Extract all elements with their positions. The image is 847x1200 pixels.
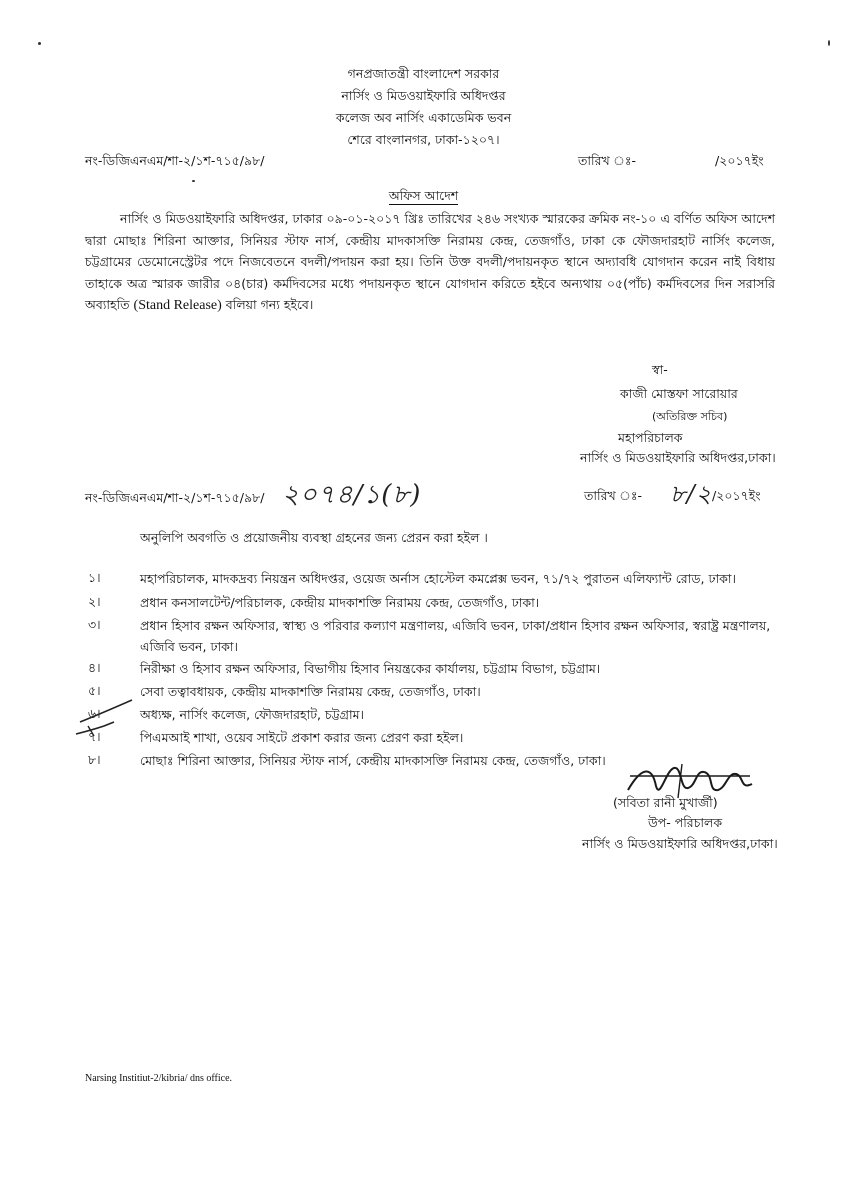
scan-speck [828, 40, 830, 46]
list-item-number: ৪। [88, 660, 101, 675]
list-item-number: ৭। [88, 729, 101, 744]
signatory-name: কাজী মোস্তফা সারোয়ার [620, 386, 738, 401]
signatory-designation: মহাপরিচালক [618, 430, 683, 445]
signatory-office: নার্সিং ও মিডওয়াইফারি অধিদপ্তর,ঢাকা। [580, 450, 776, 465]
memo2-handwritten-number: ২০৭৪/১(৮) [282, 480, 422, 510]
signatory-rank: (অতিরিক্ত সচিব) [652, 410, 728, 423]
header-government: গনপ্রজাতন্ত্রী বাংলাদেশ সরকার [347, 66, 500, 81]
list-item-number: ৫। [88, 683, 101, 698]
list-item-number: ৮। [88, 752, 101, 767]
footer-file-path: Narsing Institiut-2/kibria/ dns office. [85, 1073, 233, 1084]
order-body [85, 208, 775, 317]
handwritten-tick-marks [70, 692, 140, 742]
signatory2-office: নার্সিং ও মিডওয়াইফারি অধিদপ্তর,ঢাকা। [582, 836, 778, 851]
list-item: নিরীক্ষা ও হিসাব রক্ষন অফিসার, বিভাগীয় হিসাব নিয়ন্ত্রকের কার্যালয়, চট্টগ্রাম বিভাগ, চট্টগ্রাম। [140, 661, 601, 676]
memo-reference: নং-ডিজিএনএম/শা-২/১শ-৭১৫/৯৮/ [85, 153, 265, 168]
list-item: পিএমআই শাখা, ওয়েব সাইটে প্রকাশ করার জন্য প্রেরণ করা হইল। [140, 730, 464, 745]
list-item: প্রধান হিসাব রক্ষন অফিসার, স্বাস্থ্য ও পরিবার কল্যাণ মন্ত্রণালয়, এজিবি ভবন, ঢাকা/প্রধান হিসাব রক্ষন অফিসার, স্বরাষ্ট্র মন্ত্রণালয়, এজিবি ভবন, ঢাকা। [140, 618, 771, 654]
list-item-number: ৬। [88, 706, 101, 721]
list-item-number: ৩। [88, 617, 101, 632]
order-body-end: বলিয়া গন্য হইবে। [225, 297, 314, 312]
list-item: মোছাঃ শিরিনা আক্তার, সিনিয়র স্টাফ নার্স, কেন্দ্রীয় মাদকাসক্তি নিরাময় কেন্দ্র, তেজগাঁও, ঢাকা। [140, 753, 606, 768]
list-item-number: ১। [88, 570, 101, 585]
order-body-text: নার্সিং ও মিডওয়াইফারি অধিদপ্তর, ঢাকার ০৯-০১-২০১৭ খ্রিঃ তারিখের ২৪৬ সংখ্যক স্মারকের ক্রমিক নং-১০ এ বর্ণিত অফিস আদেশ দ্বারা মোছাঃ শিরিনা আক্তার, সিনিয়র স্টাফ নার্স, কেন্দ্রীয় মাদকাসক্তি নিরাময় কেন্দ্র, তেজগাঁও, ঢাকা কে ফৌজদারহাট নার্সিং কলেজ, চট্টগ্রামের ডেমোনেস্ট্রেটর পদে নিজবেতনে বদলী/পদায়ন করা হয়। তিনি উক্ত বদলী/পদায়নকৃত স্থানে অদ্যাবধি যোগদান করেন নাই বিধায় তাহাকে অত্র স্মারক জারীর ০৪(চার) কর্মদিবসের মধ্যে পদায়নকৃত স্থানে যোগদান করিতে হইবে অন্যথায় ০৫(পাঁচ) কর্মদিবসের দিন সরাসরি অব্যাহতি [85, 211, 775, 312]
signature-mark: স্বা- [652, 362, 668, 377]
header-address: শেরে বাংলানগর, ঢাকা-১২০৭। [347, 132, 500, 147]
order-body-latin: (Stand Release) [133, 298, 222, 313]
header-building: কলেজ অব নার্সিং একাডেমিক ভবন [335, 110, 512, 125]
list-item-number: ২। [88, 594, 101, 609]
list-item: সেবা তত্বাবধায়ক, কেন্দ্রীয় মাদকাশক্তি নিরাময় কেন্দ্র, তেজগাঁও, ঢাকা। [140, 684, 481, 699]
copy-intro: অনুলিপি অবগতি ও প্রয়োজনীয় ব্যবস্থা গ্রহনের জন্য প্রেরন করা হইল । [140, 530, 488, 545]
document-title [0, 188, 847, 208]
memo2-date-label: তারিখ ঃ- [584, 488, 643, 503]
list-item: প্রধান কনসালটেন্ট/পরিচালক, কেন্দ্রীয় মাদকাশক্তি নিরাময় কেন্দ্র, তেজগাঁও, ঢাকা। [140, 595, 540, 610]
signatory2-name: (সবিতা রানী মুখার্জী) [613, 795, 718, 810]
list-item: অধ্যক্ষ, নার্সিং কলেজ, ফৌজদারহাট, চট্টগ্রাম। [140, 707, 365, 722]
header-directorate: নার্সিং ও মিডওয়াইফারি অধিদপ্তর [341, 88, 506, 103]
memo2-reference: নং-ডিজিএনএম/শা-২/১শ-৭১৫/৯৮/ [85, 490, 265, 505]
scan-speck [192, 180, 195, 182]
scan-speck [38, 42, 41, 45]
memo-date-value: /২০১৭ইং [715, 153, 764, 168]
memo2-date-value: /২০১৭ইং [712, 488, 761, 503]
list-item: মহাপরিচালক, মাদকদ্রব্য নিয়ন্ত্রন অধিদপ্তর, ওয়েজ অর্নাস হোস্টেল কমপ্লেক্স ভবন, ৭১/৭২ পুরাতন এলিফ্যান্ট রোড, ঢাকা। [140, 571, 736, 586]
document-title-text: অফিস আদেশ [388, 188, 459, 203]
memo2-handwritten-date: ৮/২ [670, 480, 713, 508]
signatory2-designation: উপ- পরিচালক [648, 815, 723, 830]
memo-date-label: তারিখ ঃ- [578, 153, 637, 168]
